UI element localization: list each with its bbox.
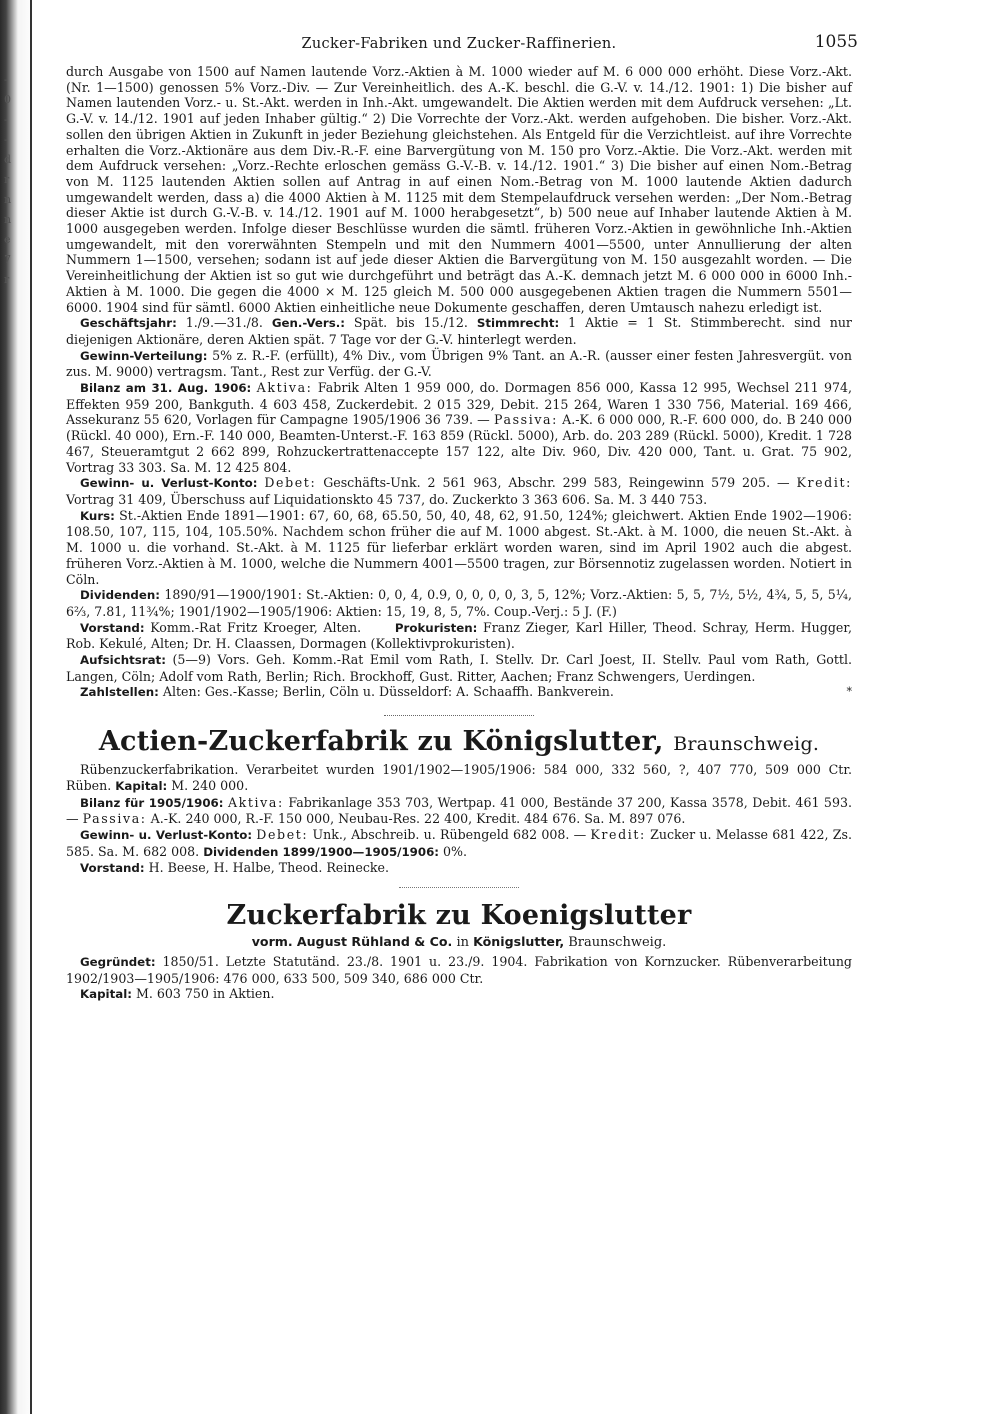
margin-glyph: - — [4, 73, 8, 86]
guv-debet-value: Geschäfts-Unk. 2 561 963, Abschr. 299 583, Reingewinn 579 205. — — [323, 475, 790, 491]
production-paragraph — [66, 762, 852, 794]
company-heading-zuckerfabrik-koenigslutter: Zuckerfabrik zu Koenigslutter — [226, 900, 692, 932]
passiva-label: Passiva: — [82, 811, 147, 827]
aktiva-label: Aktiva: — [256, 380, 313, 396]
guv-kredit-value: Vortrag 31 409, Überschuss auf Liquidationskto 45 737, do. Zuckerkto 3 363 606. Sa. M. 3 440 753. — [66, 491, 708, 507]
kapital-value: M. 240 000. — [171, 777, 249, 793]
keyword-kurs: Kurs: — [80, 508, 115, 523]
keyword-geschaeftsjahr: Geschäftsjahr: — [80, 316, 177, 331]
debet-label: Debet: — [264, 475, 317, 491]
sub-company: August Rühland & Co. — [296, 934, 453, 950]
keyword-prokuristen: Prokuristen: — [394, 620, 478, 635]
profit-loss-paragraph — [66, 827, 852, 860]
bilanz-passiva-value: A.-K. 6 000 000, R.-F. 600 000, do. B 240 000 (Rückl. 40 000), Ern.-F. 140 000, Beamten-Unterst.-F. 163 859 (Rückl. 5000), Arb. do. 203 289 (Rückl. 5000), Kredit. 1 728 467, Steueramtgut 2 662 899, Rohzuckertrattenaccepte 157 122, alte Div. 960, Div. 420 000, Tant. u. Grat. 75 902, Vortrag 33 303. Sa. M. 12 425 804. — [66, 412, 852, 475]
entry-separator — [384, 715, 534, 716]
margin-glyph: r — [4, 173, 10, 186]
keyword-kapital: Kapital: — [115, 778, 168, 793]
keyword-aufsichtsrat: Aufsichtsrat: — [80, 653, 166, 668]
profit-distribution-paragraph — [66, 348, 852, 380]
company-heading-actien-zuckerfabrik — [66, 726, 852, 760]
margin-glyph: e — [4, 233, 11, 246]
sub-region: Braunschweig. — [568, 935, 667, 951]
keyword-stimmrecht: Stimmrecht: — [476, 316, 560, 331]
margin-glyph: - — [4, 113, 8, 126]
page-content — [66, 30, 858, 1003]
gewinn-verteilung-value: 5% z. R.-F. (erfüllt), 4% Div., vom Übrigen 9% Tant. an A.-R. (ausser einer festen Jahresvergüt. von zus. M. 9000) vertragsm. Tant., Rest zur Verfüg. der G.-V. — [66, 347, 852, 380]
passiva-label: Passiva: — [493, 412, 558, 428]
sub-in: in — [456, 935, 469, 951]
dividenden-value: 0%. — [443, 843, 468, 859]
business-year-paragraph — [66, 315, 852, 347]
margin-glyph: r — [4, 273, 10, 286]
bilanz-aktiva-value: Fabrik Alten 1 959 000, do. Dormagen 856 000, Kassa 12 995, Wechsel 211 974, Effekten 959 200, Bankguth. 4 603 458, Zuckerdebit. 2 015 329, Debit. 215 264, Waren 1 330 756, Material. 169 466, Assekuranz 55 620, Vorlagen für Campagne 1905/1906 36 739. — — [66, 380, 852, 428]
keyword-dividenden: Dividenden: — [80, 588, 160, 603]
bilanz-aktiva-value: Fabrikanlage 353 703, Wertpap. 41 000, Bestände 37 200, Kassa 3578, Debit. 461 593. — — [66, 794, 852, 827]
founded-paragraph — [66, 954, 852, 986]
bilanz-passiva-value: A.-K. 240 000, R.-F. 150 000, Neubau-Res. 22 400, Kredit. 484 676. Sa. M. 897 076. — [150, 811, 686, 827]
keyword-gewinn-verteilung: Gewinn-Verteilung: — [80, 348, 208, 363]
supervisory-board-paragraph — [66, 652, 852, 684]
running-title: Zucker-Fabriken und Zucker-Raffinerien. — [301, 36, 617, 52]
keyword-kapital: Kapital: — [80, 987, 132, 1002]
margin-glyph: n — [4, 213, 12, 226]
keyword-gewinn-verlust: Gewinn- u. Verlust-Konto: — [80, 827, 253, 842]
paying-agents-paragraph — [66, 684, 852, 701]
board-paragraph — [66, 860, 852, 877]
keyword-vorstand: Vorstand: — [80, 861, 145, 876]
margin-glyph: 0 — [4, 93, 11, 106]
keyword-gegruendet: Gegründet: — [80, 955, 156, 970]
stimmrecht-value: 1 Aktie = 1 St. Stimmberecht. sind nur diejenigen Aktionäre, deren Aktien spät. 7 Tage vor der G.-V. hinterlegt werden. — [66, 315, 852, 347]
guv-debet-value: Unk., Abschreib. u. Rübengeld 682 008. — — [312, 826, 587, 842]
page-edge-rule — [30, 0, 32, 1414]
keyword-zahlstellen: Zahlstellen: — [80, 685, 159, 700]
kurs-value: St.-Aktien Ende 1891—1901: 67, 60, 68, 65.50, 50, 40, 48, 62, 91.50, 124%; gleichwert. Aktien Ende 1902—1906: 108.50, 107, 115, 104, 105.50%. Nachdem schon früher die auf M. 1000 abgest. St.-Akt. à M. 1000, die neuen St.-Akt. à M. 1000 u. die vorhand. St.-Akt. à M. 1125 für lieferbar erklärt worden waren, sind im April 1902 auch die abgest. früheren Vorz.-Aktien à M. 1000, welche die Nummern 4001—5500 tragen, zur Börsennotiz zugelassen worden. Notiert in Cöln. — [66, 507, 852, 587]
guv-kredit-value: Zucker u. Melasse 681 422, Zs. 585. Sa. M. 682 008. — [66, 826, 852, 859]
entry-koenigslutter-ruehland — [66, 954, 852, 1003]
kapital-value: M. 603 750 in Aktien. — [135, 986, 275, 1002]
footnote-star: * — [846, 685, 852, 699]
entry-koenigslutter-actien — [66, 762, 852, 877]
geschaeftsjahr-value: 1./9.—31./8. — [185, 315, 263, 331]
capital-paragraph — [66, 986, 852, 1003]
aufsichtsrat-value: (5—9) Vors. Geh. Komm.-Rat Emil vom Rath, I. Stellv. Dr. Carl Joest, II. Stellv. Paul vom Rath, Gottl. Langen, Cöln; Adolf vom Rath, Berlin; Rich. Brockhoff, Gust. Ritter, Aachen; Franz Schwengers, Uerdingen. — [66, 652, 852, 684]
keyword-bilanz: Bilanz am 31. Aug. 1906: — [80, 381, 252, 396]
kredit-label: Kredit: — [590, 826, 646, 842]
board-paragraph — [66, 620, 852, 652]
dividenden-value: 1890/91—1900/1901: St.-Aktien: 0, 0, 4, 0.9, 0, 0, 0, 0, 3, 5, 12%; Vorz.-Aktien: 5, 5, 7½, 5½, 4¾, 5, 5, 5¼, 6⅔, 7.81, 11¾%; 1901/1902—1905/1906: Aktien: 15, 19, 8, 5, 7%. Coup.-Verj.: 5 J. (F.) — [66, 587, 852, 619]
genvers-value: Spät. bis 15./12. — [353, 315, 468, 331]
keyword-dividenden: Dividenden 1899/1900—1905/1906: — [203, 844, 440, 859]
entry-alten — [66, 64, 852, 701]
sub-city: Königslutter, — [473, 934, 565, 950]
entry-separator — [399, 887, 519, 888]
margin-glyph: n — [4, 193, 12, 206]
gegruendet-value: 1850/51. Letzte Statutänd. 23./8. 1901 u. 23./9. 1904. Fabrikation von Kornzucker. Rübenverarbeitung 1902/1903—1905/1906: 476 000, 633 500, 509 340, 686 000 Ctr. — [66, 954, 852, 986]
profit-loss-paragraph — [66, 475, 852, 507]
running-header — [66, 30, 858, 64]
zahlstellen-value: Alten: Ges.-Kasse; Berlin, Cöln u. Düsseldorf: A. Schaaffh. Bankverein. — [162, 684, 614, 700]
keyword-bilanz: Bilanz für 1905/1906: — [80, 795, 224, 810]
prokuristen-value: Franz Zieger, Karl Hiller, Theod. Schray, Herm. Hugger, Rob. Kekulé, Alten; Dr. H. Claassen, Dormagen (Kollektivprokuristen). — [66, 619, 852, 652]
vorstand-value: Komm.-Rat Fritz Kroeger, Alten. — [150, 619, 362, 635]
balance-sheet-paragraph — [66, 795, 852, 827]
sub-prefix: vorm. — [251, 934, 293, 950]
production-value: Rübenzuckerfabrikation. Verarbeitet wurden 1901/1902—1905/1906: 584 000, 332 560, ?, 407 770, 509 000 Ctr. Rüben. — [66, 762, 852, 793]
margin-glyphs — [4, 70, 18, 290]
vorstand-value: H. Beese, H. Halbe, Theod. Reinecke. — [148, 860, 389, 876]
company-region: Braunschweig. — [673, 733, 820, 756]
kredit-label: Kredit: — [796, 475, 852, 491]
margin-glyph: 7 — [4, 253, 11, 266]
share-price-paragraph — [66, 508, 852, 588]
margin-glyph: - — [4, 133, 8, 146]
company-name: Actien-Zuckerfabrik zu Königslutter, — [98, 726, 664, 758]
page-number: 1055 — [814, 32, 858, 52]
company-subheading — [66, 934, 852, 950]
margin-glyph: d — [4, 153, 12, 166]
capital-history-paragraph: durch Ausgabe von 1500 auf Namen lautende Vorz.-Aktien à M. 1000 wieder auf M. 6 000 000 erhöht. Diese Vorz.-Akt. (Nr. 1—1500) genossen 5% Vorz.-Div. — Zur Vereinheitlich. des A.-K. beschl. die G.-V. v. 14./12. 1901: 1) Die bisher auf Namen lautenden Vorz.- u. St.-Akt. werden in Inh.-Akt. umgewandelt. Die Aktien werden mit dem Aufdruck versehen: „Lt. G.-V. v. 14./12. 1901 auf jeden Inhaber gültig.“ 2) Die Vorrechte der Vorz.-Akt. werden aufgehoben. Die bisher. Vorz.-Akt. sollen den übrigen Aktien in Zukunft in jeder Beziehung gleichstehen. Als Entgeld für die Verzichtleist. auf ihre Vorrechte erhalten die Vorz.-Aktionäre aus dem Div.-R.-F. eine Barvergütung von M. 150 pro Vorz.-Aktie. Die Vorz.-Akt. werden mit dem Aufdruck versehen: „Vorz.-Rechte erloschen gemäss G.-V.-B. v. 14./12. 1901.“ 3) Die bisher auf einen Nom.-Betrag von M. 1125 lautenden Aktien sollen auf Antrag in auf einen Nom.-Betrag von M. 1000 lautende Aktien dadurch umgewandelt werden, dass a) die 4000 Aktien à M. 1125 mit dem Stempelaufdruck versehen werden: „Der Nom.-Betrag dieser Aktie ist durch G.-V.-B. v. 14./12. 1901 auf M. 1000 herabgesetzt“, b) 500 neue auf Inhaber lautende Aktien à M. 1000 ausgegeben werden. Infolge dieser Beschlüsse wurden die sämtl. früheren Vorz.-Aktien in gewöhnliche Inh.-Aktien umgewandelt, mit den vorerwähnten Stempeln und mit den Nummern 4001—5500, unter Annullierung der alten Nummern 1—1500, versehen; sodann ist auf jede dieser Aktien die Barvergütung von M. 150 ausgezahlt worden. — Die Vereinheitlichung der Aktien ist so gut wie durchgeführt und beträgt das A.-K. demnach jetzt M. 6 000 000 in 6000 Inh.-Aktien à M. 1000. Die gegen die 4000 × M. 125 gleich M. 500 000 ausgegebenen Aktien tragen die Nummern 5501—6000. 1904 sind für sämtl. 6000 Aktien einheitliche neue Dokumente geschaffen, deren Umtausch nahezu erledigt ist. — [66, 64, 852, 315]
balance-sheet-paragraph — [66, 380, 852, 475]
keyword-genvers: Gen.-Vers.: — [271, 316, 345, 331]
debet-label: Debet: — [256, 826, 309, 842]
keyword-vorstand: Vorstand: — [80, 620, 145, 635]
aktiva-label: Aktiva: — [227, 794, 284, 810]
dividends-paragraph — [66, 587, 852, 619]
keyword-gewinn-verlust: Gewinn- u. Verlust-Konto: — [80, 476, 258, 491]
